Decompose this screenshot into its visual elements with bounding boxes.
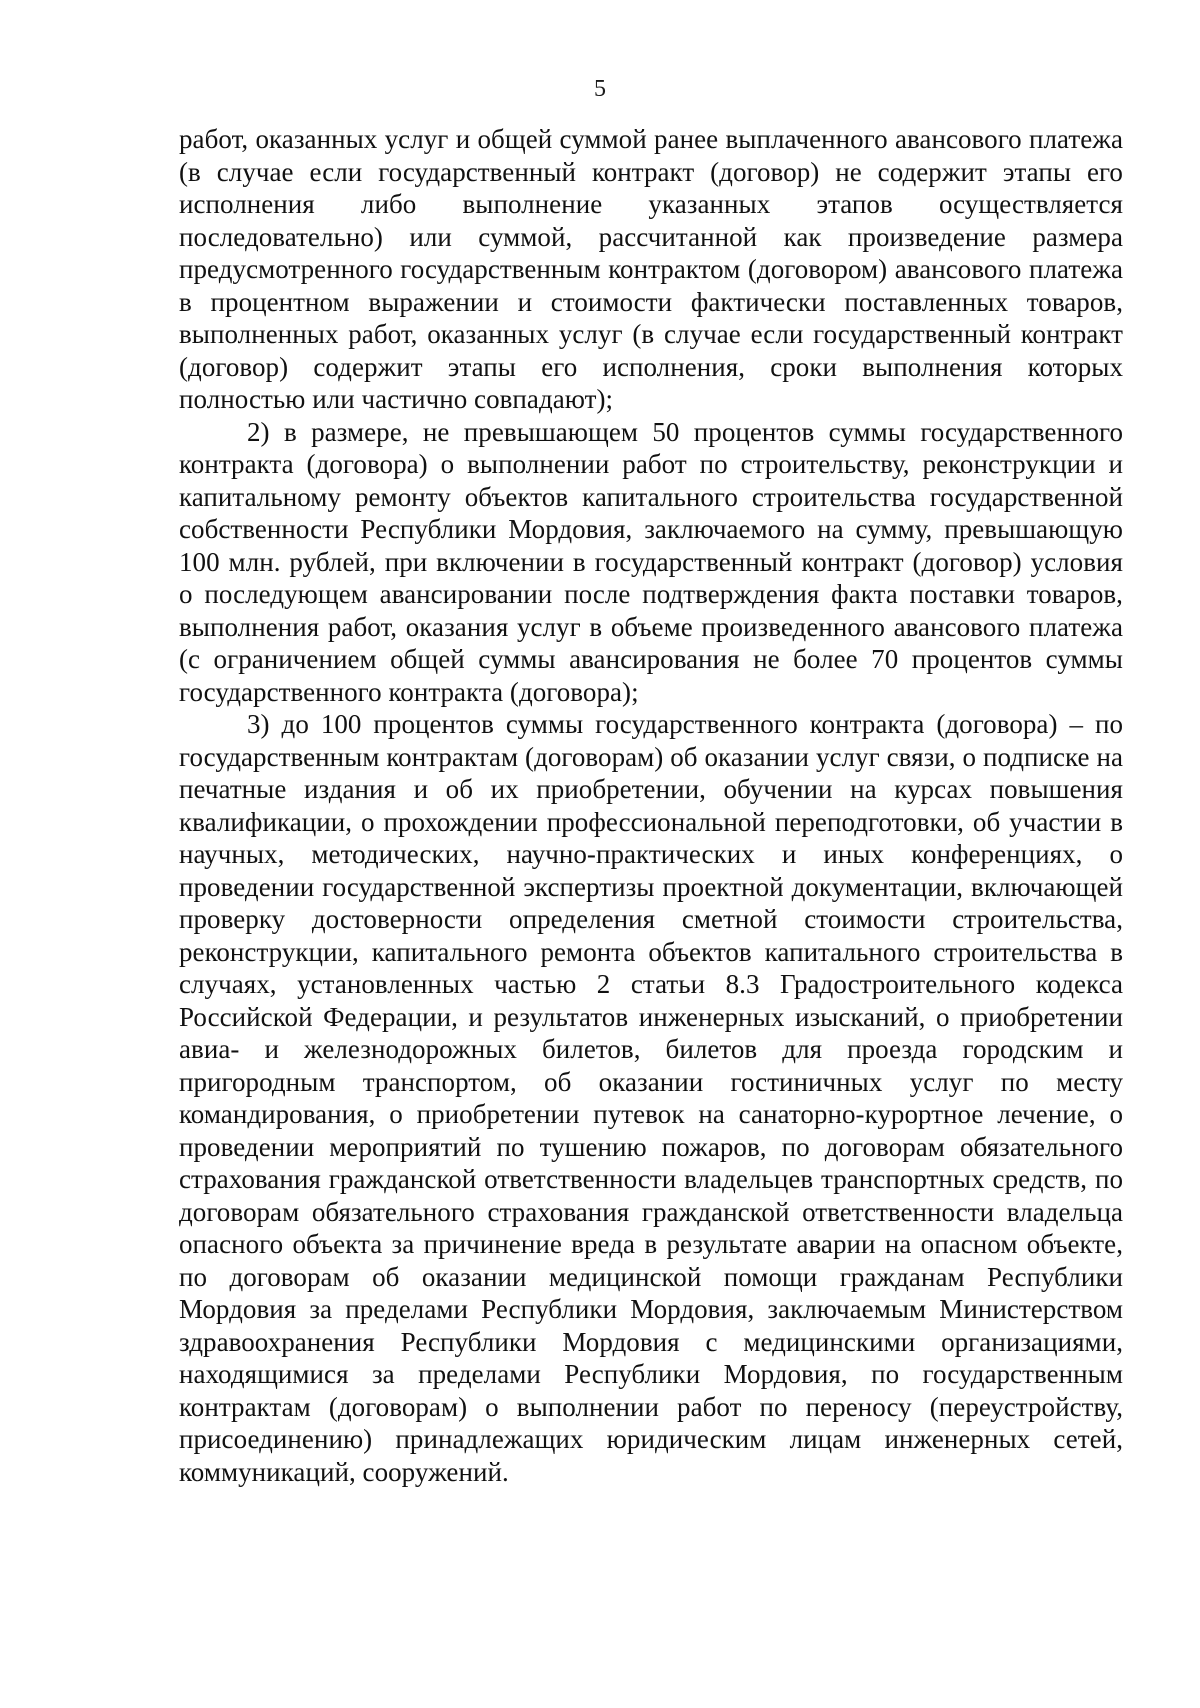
document-body bbox=[179, 123, 1123, 1488]
paragraph-item-3: 3) до 100 процентов суммы государственного контракта (договора) – по государственным контрактам (договорам) об оказании услуг связи, о подписке на печатные издания и об их приобретении, обучении на курсах повышения квалификации, о прохождении профессиональной переподготовки, об участии в научных, методических, научно-практических и иных конференциях, о проведении государственной экспертизы проектной документации, включающей проверку достоверности определения сметной стоимости строительства, реконструкции, капитального ремонта объектов капитального строительства в случаях, установленных частью 2 статьи 8.3 Градостроительного кодекса Российской Федерации, и результатов инженерных изысканий, о приобретении авиа- и железнодорожных билетов, билетов для проезда городским и пригородным транспортом, об оказании гостиничных услуг по месту командирования, о приобретении путевок на санаторно-курортное лечение, о проведении мероприятий по тушению пожаров, по договорам обязательного страхования гражданской ответственности владельцев транспортных средств, по договорам обязательного страхования гражданской ответственности владельца опасного объекта за причинение вреда в результате аварии на опасном объекте, по договорам об оказании медицинской помощи гражданам Республики Мордовия за пределами Республики Мордовия, заключаемым Министерством здравоохранения Республики Мордовия с медицинскими организациями, находящимися за пределами Республики Мордовия, по государственным контрактам (договорам) о выполнении работ по переносу (переустройству, присоединению) принадлежащих юридическим лицам инженерных сетей, коммуникаций, сооружений. bbox=[179, 709, 1123, 1487]
paragraph-item-2: 2) в размере, не превышающем 50 процентов суммы государственного контракта (договора) о выполнении работ по строительству, реконструкции и капитальному ремонту объектов капитального строительства государственной собственности Республики Мордовия, заключаемого на сумму, превышающую 100 млн. рублей, при включении в государственный контракт (договор) условия о последующем авансировании после подтверждения факта поставки товаров, выполнения работ, оказания услуг в объеме произведенного авансового платежа (с ограничением общей суммы авансирования не более 70 процентов суммы государственного контракта (договора); bbox=[179, 416, 1123, 707]
paragraph-continuation: работ, оказанных услуг и общей суммой ранее выплаченного авансового платежа (в случае если государственный контракт (договор) не содержит этапы его исполнения либо выполнение указанных этапов осуществляется последовательно) или суммой, рассчитанной как произведение размера предусмотренного государственным контрактом (договором) авансового платежа в процентном выражении и стоимости фактически поставленных товаров, выполненных работ, оказанных услуг (в случае если государственный контракт (договор) содержит этапы его исполнения, сроки выполнения которых полностью или частично совпадают); bbox=[179, 124, 1123, 414]
page-number: 5 bbox=[594, 76, 606, 102]
